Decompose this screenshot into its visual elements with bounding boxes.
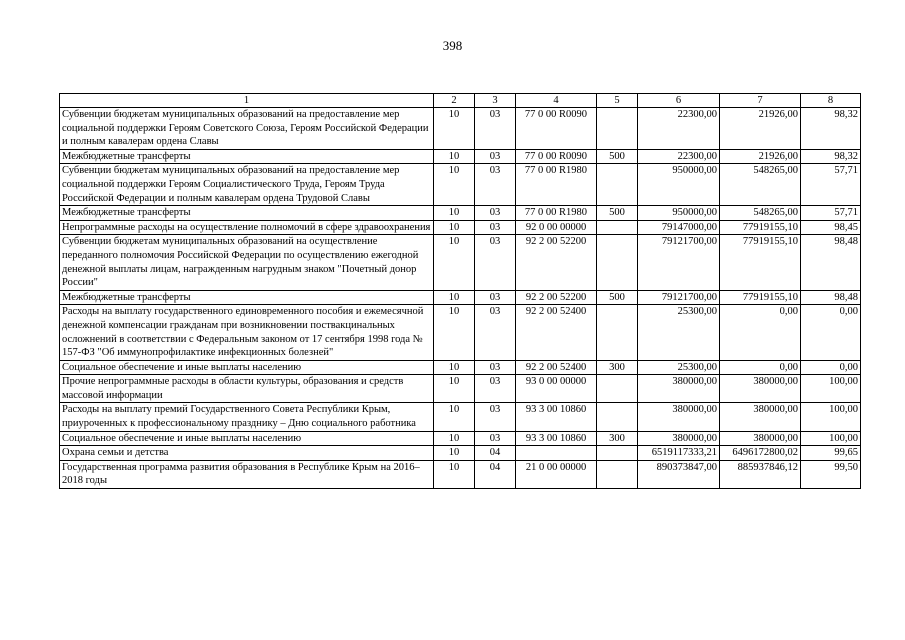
cell-expense-type bbox=[597, 108, 638, 150]
cell-actual: 0,00 bbox=[720, 305, 801, 360]
cell-actual: 21926,00 bbox=[720, 149, 801, 164]
row-name: Государственная программа развития образования в Республике Крым на 2016–2018 годы bbox=[60, 460, 434, 488]
row-name: Субвенции бюджетам муниципальных образований на осуществление переданного полномочия Российской Федерации по осуществлению ежегодной денежной выплаты лицам, награжденным нагрудным знаком "Почетный донор России" bbox=[60, 235, 434, 290]
cell-expense-type bbox=[597, 375, 638, 403]
cell-subsection: 03 bbox=[475, 290, 516, 305]
table-row bbox=[60, 375, 861, 403]
table-row bbox=[60, 403, 861, 431]
cell-target-article: 77 0 00 R1980 bbox=[516, 206, 597, 221]
cell-target-article: 92 0 00 00000 bbox=[516, 220, 597, 235]
cell-planned: 890373847,00 bbox=[638, 460, 720, 488]
cell-target-article: 77 0 00 R0090 bbox=[516, 108, 597, 150]
cell-subsection: 03 bbox=[475, 164, 516, 206]
cell-target-article: 92 2 00 52200 bbox=[516, 235, 597, 290]
cell-expense-type: 500 bbox=[597, 290, 638, 305]
cell-planned: 79147000,00 bbox=[638, 220, 720, 235]
cell-actual: 380000,00 bbox=[720, 403, 801, 431]
cell-planned: 25300,00 bbox=[638, 360, 720, 375]
cell-section: 10 bbox=[434, 431, 475, 446]
cell-expense-type: 500 bbox=[597, 206, 638, 221]
cell-percent: 98,32 bbox=[801, 108, 861, 150]
header-cell: 8 bbox=[801, 94, 861, 108]
cell-planned: 22300,00 bbox=[638, 108, 720, 150]
cell-percent: 100,00 bbox=[801, 431, 861, 446]
table-row bbox=[60, 206, 861, 221]
cell-section: 10 bbox=[434, 360, 475, 375]
header-cell: 5 bbox=[597, 94, 638, 108]
cell-planned: 380000,00 bbox=[638, 431, 720, 446]
header-cell: 7 bbox=[720, 94, 801, 108]
cell-expense-type: 500 bbox=[597, 149, 638, 164]
row-name: Субвенции бюджетам муниципальных образований на предоставление мер социальной поддержки Героям Советского Союза, Героям Российской Федерации и полным кавалерам ордена Славы bbox=[60, 108, 434, 150]
cell-percent: 100,00 bbox=[801, 403, 861, 431]
cell-subsection: 03 bbox=[475, 360, 516, 375]
cell-actual: 380000,00 bbox=[720, 375, 801, 403]
cell-target-article: 93 3 00 10860 bbox=[516, 431, 597, 446]
cell-subsection: 04 bbox=[475, 446, 516, 461]
table-row bbox=[60, 360, 861, 375]
row-name: Межбюджетные трансферты bbox=[60, 149, 434, 164]
cell-subsection: 03 bbox=[475, 220, 516, 235]
cell-percent: 98,48 bbox=[801, 235, 861, 290]
cell-target-article: 92 2 00 52400 bbox=[516, 305, 597, 360]
cell-expense-type bbox=[597, 403, 638, 431]
cell-section: 10 bbox=[434, 164, 475, 206]
table-row bbox=[60, 164, 861, 206]
row-name: Расходы на выплату премий Государственного Совета Республики Крым, приуроченных к профессиональному празднику – Дню социального работника bbox=[60, 403, 434, 431]
cell-percent: 99,65 bbox=[801, 446, 861, 461]
cell-subsection: 03 bbox=[475, 375, 516, 403]
cell-percent: 57,71 bbox=[801, 164, 861, 206]
budget-table bbox=[59, 93, 861, 489]
header-cell: 3 bbox=[475, 94, 516, 108]
cell-section: 10 bbox=[434, 446, 475, 461]
header-cell: 4 bbox=[516, 94, 597, 108]
cell-planned: 79121700,00 bbox=[638, 290, 720, 305]
row-name: Прочие непрограммные расходы в области культуры, образования и средств массовой информации bbox=[60, 375, 434, 403]
cell-actual: 0,00 bbox=[720, 360, 801, 375]
cell-actual: 548265,00 bbox=[720, 206, 801, 221]
cell-subsection: 03 bbox=[475, 108, 516, 150]
cell-section: 10 bbox=[434, 375, 475, 403]
row-name: Расходы на выплату государственного единовременного пособия и ежемесячной денежной компенсации гражданам при возникновении поствакцинальных осложнений в соответствии с Федеральным законом от 17 сентября 1998 года № 157-ФЗ "Об иммунопрофилактике инфекционных болезней" bbox=[60, 305, 434, 360]
cell-planned: 79121700,00 bbox=[638, 235, 720, 290]
cell-percent: 57,71 bbox=[801, 206, 861, 221]
cell-actual: 380000,00 bbox=[720, 431, 801, 446]
cell-percent: 98,45 bbox=[801, 220, 861, 235]
cell-actual: 6496172800,02 bbox=[720, 446, 801, 461]
cell-section: 10 bbox=[434, 290, 475, 305]
cell-actual: 885937846,12 bbox=[720, 460, 801, 488]
table-row bbox=[60, 460, 861, 488]
cell-target-article: 92 2 00 52400 bbox=[516, 360, 597, 375]
row-name: Непрограммные расходы на осуществление полномочий в сфере здравоохранения bbox=[60, 220, 434, 235]
cell-planned: 380000,00 bbox=[638, 375, 720, 403]
cell-expense-type bbox=[597, 446, 638, 461]
cell-actual: 77919155,10 bbox=[720, 235, 801, 290]
cell-section: 10 bbox=[434, 460, 475, 488]
cell-expense-type bbox=[597, 305, 638, 360]
cell-percent: 100,00 bbox=[801, 375, 861, 403]
table-row bbox=[60, 149, 861, 164]
cell-target-article: 93 3 00 10860 bbox=[516, 403, 597, 431]
cell-planned: 950000,00 bbox=[638, 206, 720, 221]
cell-expense-type bbox=[597, 164, 638, 206]
cell-target-article: 92 2 00 52200 bbox=[516, 290, 597, 305]
table-row bbox=[60, 220, 861, 235]
cell-subsection: 03 bbox=[475, 235, 516, 290]
cell-planned: 950000,00 bbox=[638, 164, 720, 206]
cell-percent: 0,00 bbox=[801, 360, 861, 375]
cell-expense-type: 300 bbox=[597, 431, 638, 446]
row-name: Межбюджетные трансферты bbox=[60, 206, 434, 221]
cell-planned: 380000,00 bbox=[638, 403, 720, 431]
cell-section: 10 bbox=[434, 108, 475, 150]
cell-actual: 548265,00 bbox=[720, 164, 801, 206]
cell-subsection: 04 bbox=[475, 460, 516, 488]
cell-actual: 77919155,10 bbox=[720, 290, 801, 305]
cell-expense-type bbox=[597, 235, 638, 290]
row-name: Межбюджетные трансферты bbox=[60, 290, 434, 305]
cell-actual: 21926,00 bbox=[720, 108, 801, 150]
cell-target-article: 77 0 00 R1980 bbox=[516, 164, 597, 206]
cell-target-article: 77 0 00 R0090 bbox=[516, 149, 597, 164]
cell-subsection: 03 bbox=[475, 305, 516, 360]
cell-percent: 98,32 bbox=[801, 149, 861, 164]
header-cell: 6 bbox=[638, 94, 720, 108]
row-name: Социальное обеспечение и иные выплаты населению bbox=[60, 431, 434, 446]
cell-section: 10 bbox=[434, 403, 475, 431]
cell-planned: 6519117333,21 bbox=[638, 446, 720, 461]
cell-percent: 98,48 bbox=[801, 290, 861, 305]
page-number: 398 bbox=[442, 38, 463, 53]
cell-target-article: 21 0 00 00000 bbox=[516, 460, 597, 488]
header-cell: 1 bbox=[60, 94, 434, 108]
cell-subsection: 03 bbox=[475, 431, 516, 446]
cell-section: 10 bbox=[434, 305, 475, 360]
cell-planned: 22300,00 bbox=[638, 149, 720, 164]
cell-percent: 99,50 bbox=[801, 460, 861, 488]
cell-expense-type bbox=[597, 460, 638, 488]
table-row bbox=[60, 108, 861, 150]
row-name: Субвенции бюджетам муниципальных образований на предоставление мер социальной поддержки Героям Социалистического Труда, Героям Труда Российской Федерации и полным кавалерам ордена Трудовой Славы bbox=[60, 164, 434, 206]
table-row bbox=[60, 305, 861, 360]
table-row bbox=[60, 446, 861, 461]
cell-section: 10 bbox=[434, 149, 475, 164]
cell-subsection: 03 bbox=[475, 206, 516, 221]
cell-percent: 0,00 bbox=[801, 305, 861, 360]
row-name: Социальное обеспечение и иные выплаты населению bbox=[60, 360, 434, 375]
cell-target-article: 93 0 00 00000 bbox=[516, 375, 597, 403]
table-row bbox=[60, 235, 861, 290]
cell-actual: 77919155,10 bbox=[720, 220, 801, 235]
cell-section: 10 bbox=[434, 206, 475, 221]
row-name: Охрана семьи и детства bbox=[60, 446, 434, 461]
cell-expense-type bbox=[597, 220, 638, 235]
cell-subsection: 03 bbox=[475, 149, 516, 164]
cell-expense-type: 300 bbox=[597, 360, 638, 375]
cell-target-article bbox=[516, 446, 597, 461]
cell-planned: 25300,00 bbox=[638, 305, 720, 360]
table-row bbox=[60, 290, 861, 305]
cell-subsection: 03 bbox=[475, 403, 516, 431]
cell-section: 10 bbox=[434, 220, 475, 235]
header-cell: 2 bbox=[434, 94, 475, 108]
table-row bbox=[60, 431, 861, 446]
header-row bbox=[60, 94, 861, 108]
cell-section: 10 bbox=[434, 235, 475, 290]
